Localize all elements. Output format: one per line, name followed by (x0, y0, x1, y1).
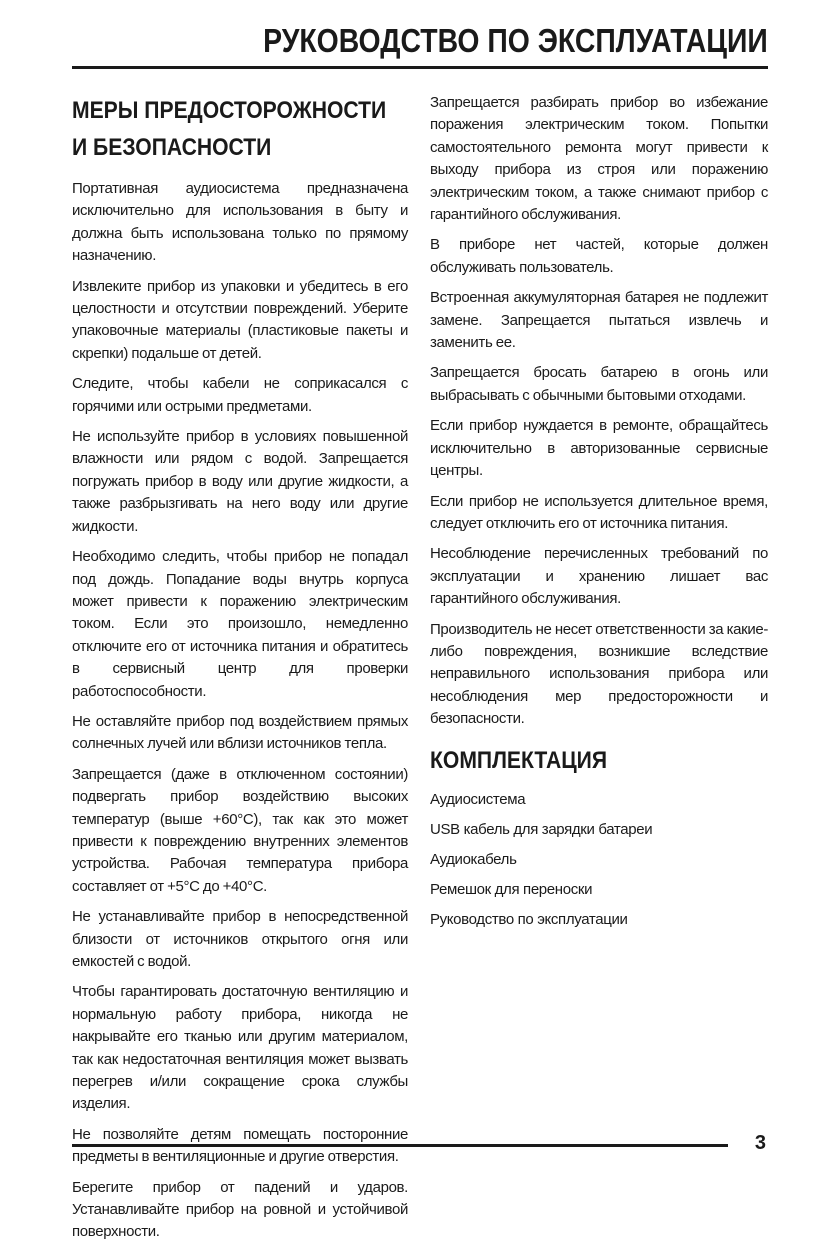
safety-paragraph: Портативная аудиосистема предназначена исключительно для использования в быту и должна быть использована только по прямому назначению. (72, 180, 408, 265)
page-header-title: РУКОВОДСТВО ПО ЭКСПЛУАТАЦИИ (263, 22, 768, 59)
safety-heading-line-1: МЕРЫ ПРЕДОСТОРОЖНОСТИ (72, 97, 387, 124)
left-column (72, 92, 408, 1252)
kit-list (430, 785, 768, 935)
safety-heading (72, 92, 387, 166)
safety-paragraph: Запрещается разбирать прибор во избежание поражения электрическим током. Попытки самостоятельного ремонта могут привести к выходу прибора из строя или поражению электрическим током, а также снимают прибор с гарантийного обслуживания. (430, 94, 768, 224)
safety-paragraph: Извлеките прибор из упаковки и убедитесь в его целостности и отсутствии повреждений. Уберите упаковочные материалы (пластиковые пакеты и скрепки) подальше от детей. (72, 277, 408, 362)
kit-list-item: USB кабель для зарядки батареи (430, 821, 653, 838)
kit-list-item: Аудиокабель (430, 851, 517, 868)
kit-heading: КОМПЛЕКТАЦИЯ (430, 747, 608, 774)
kit-list-item: Руководство по эксплуатации (430, 911, 628, 928)
safety-heading-line-2: И БЕЗОПАСНОСТИ (72, 134, 272, 161)
page-number: 3 (754, 1132, 766, 1154)
safety-paragraph: Запрещается (даже в отключенном состоянии) подвергать прибор воздействию высоких температур (выше +60°С), так как это может привести к повреждению внутренних элементов устройства. Рабочая температура прибора составляет от +5°С до +40°С. (72, 765, 408, 895)
right-column (430, 92, 768, 739)
safety-paragraph: В приборе нет частей, которые должен обслуживать пользователь. (430, 236, 768, 276)
safety-paragraph: Чтобы гарантировать достаточную вентиляцию и нормальную работу прибора, никогда не накрывайте его тканью или другим материалом, так как недостаточная вентиляция может вызвать перегрев и/или сокращение срока службы изделия. (72, 983, 408, 1113)
safety-paragraph: Если прибор нуждается в ремонте, обращайтесь исключительно в авторизованные сервисные центры. (430, 417, 768, 480)
kit-list-item: Аудиосистема (430, 791, 526, 808)
safety-paragraph: Следите, чтобы кабели не соприкасался с горячими или острыми предметами. (72, 375, 408, 415)
safety-paragraph: Не используйте прибор в условиях повышенной влажности или рядом с водой. Запрещается погружать прибор в воду или другие жидкости, а также разбрызгивать на него воду или другие жидкости. (72, 428, 408, 535)
safety-paragraph: Если прибор не используется длительное время, следует отключить его от источника питания. (430, 492, 768, 532)
safety-paragraph: Берегите прибор от падений и ударов. Устанавливайте прибор на ровной и устойчивой поверхности. (72, 1178, 408, 1241)
footer-divider (72, 1144, 728, 1147)
kit-list-item: Ремешок для переноски (430, 881, 593, 898)
safety-paragraph: Несоблюдение перечисленных требований по эксплуатации и хранению лишает вас гарантийного обслуживания. (430, 545, 768, 608)
safety-paragraph: Производитель не несет ответственности за какие-либо повреждения, возникшие вследствие неправильного использования прибора или несоблюдения мер предосторожности и безопасности. (430, 620, 768, 728)
safety-paragraph: Запрещается бросать батарею в огонь или выбрасывать с обычными бытовыми отходами. (430, 364, 768, 404)
safety-paragraph: Не устанавливайте прибор в непосредственной близости от источников открытого огня или емкостей с водой. (72, 908, 408, 970)
safety-paragraph: Необходимо следить, чтобы прибор не попадал под дождь. Попадание воды внутрь корпуса может привести к поражению электрическим током. Если это произошло, немедленно отключите его от источника питания и обратитесь в сервисный центр для проверки работоспособности. (72, 548, 408, 700)
safety-paragraph: Не оставляйте прибор под воздействием прямых солнечных лучей или вблизи источников тепла. (72, 712, 408, 753)
safety-paragraph: Не позволяйте детям помещать посторонние предметы в вентиляционные и другие отверстия. (72, 1125, 408, 1166)
header-divider (72, 66, 768, 69)
safety-paragraph: Встроенная аккумуляторная батарея не подлежит замене. Запрещается пытаться извлечь и заменить ее. (430, 289, 768, 352)
